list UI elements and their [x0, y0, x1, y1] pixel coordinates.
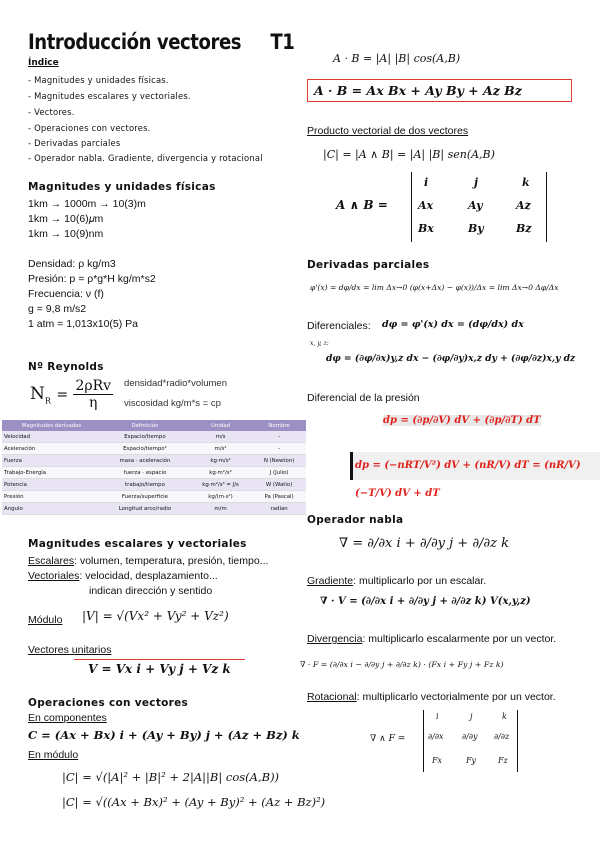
conversion-line: 1km → 10(6)𝜇m [28, 213, 104, 225]
index-item: - Operaciones con vectores. [28, 123, 151, 133]
reynolds-desc-num: densidad*radio*volumen [124, 378, 227, 389]
cross-product-heading: Producto vectorial de dos vectores [307, 125, 469, 137]
section-heading-magnitudes: Magnitudes y unidades físicas [28, 181, 216, 193]
vectoriales-line-2: indican dirección y sentido [89, 585, 213, 597]
table-row: Velocidad Espacio/tiempo m/s - [2, 431, 306, 443]
index-item: - Magnitudes escalares y vectoriales. [28, 91, 191, 101]
frequency-formula: Frecuencia: ν (f) [28, 288, 104, 300]
cross-product-formula: |C| = |A ∧ B| = |A| |B| sen(A,B) [323, 148, 495, 161]
pressure-differential-2: dp = (−nRT/V²) dV + (nR/V) dT = (nR/V)(−T/V) dV + dT [350, 452, 600, 480]
unit-vectors-label: Vectores unitarios [28, 644, 112, 656]
differentials-label: Diferenciales: [307, 320, 371, 332]
unit-vectors-formula: V = Vx i + Vy j + Vz k [74, 659, 245, 678]
gradient-line: Gradiente: multiplicarlo por un escalar. [307, 575, 487, 587]
cross-product-lhs: A ∧ B = [336, 198, 388, 212]
section-heading-derivadas: Derivadas parciales [307, 259, 430, 271]
index-item: - Magnitudes y unidades físicas. [28, 75, 169, 85]
table-row: Potencia trabajo/tiempo kg·m²/s³ = J/s W (Watio) [2, 479, 306, 491]
table-header: Nombre [252, 420, 306, 431]
module-label: En módulo [28, 749, 79, 761]
conversion-line: 1km → 1000m → 10(3)m [28, 198, 146, 210]
rotational-lhs: ∇ ∧ F = [370, 734, 406, 744]
section-heading-reynolds: Nº Reynolds [28, 361, 104, 373]
gravity-formula: g = 9,8 m/s2 [28, 303, 87, 315]
divergence-line: Divergencia: multiplicarlo escalarmente por un vector. [307, 633, 557, 645]
gradient-formula: ∇ · V = (∂/∂x i + ∂/∂y j + ∂/∂z k) V(x,y,z) [320, 596, 531, 607]
reynolds-formula: $N_R$ = $\frac{\text{2ρRv}}{\eta}$ [30, 378, 112, 411]
rotational-determinant: i j k ∂/∂x ∂/∂y ∂/∂z Fx Fy Fz [423, 710, 518, 772]
conversion-line: 1km → 10(9)nm [28, 228, 104, 240]
components-label: En componentes [28, 712, 107, 724]
dot-product-formula-2: A · B = Ax Bx + Ay By + Az Bz [307, 79, 572, 102]
table-row: Presión Fuerza/superficie kg/(m·s²) Pa (Pascal) [2, 491, 306, 503]
index-item: - Derivadas parciales [28, 138, 121, 148]
escalares-line: Escalares: volumen, temperatura, presión, tiempo... [28, 555, 269, 567]
modulo-label: Módulo [28, 614, 63, 626]
rotational-line: Rotacional: multiplicarlo vectorialmente por un vector. [307, 691, 556, 703]
atm-formula: 1 atm = 1,013x10(5) Pa [28, 318, 139, 330]
xyz-label: x, y, z: [310, 340, 329, 347]
cross-product-determinant: i j k Ax Ay Az Bx By Bz [411, 172, 547, 242]
table-row: Angulo Longitud arco/radio m/m radian [2, 503, 306, 515]
table-row: Aceleración Espacio/tiempo² m/s² - [2, 443, 306, 455]
module-formula-1: |C| = √(|A|² + |B|² + 2|A||B| cos(A,B)) [62, 770, 280, 784]
reynolds-desc-den: viscosidad kg/m*s = cp [124, 398, 221, 409]
differential-formula: dφ = φ'(x) dx = (dφ/dx) dx [382, 319, 524, 330]
table-row: Fuerza masa · aceleración kg·m/s² N (Newton) [2, 455, 306, 467]
module-formula-2: |C| = √((Ax + Bx)² + (Ay + By)² + (Az + Bz)²) [62, 795, 326, 809]
dot-product-formula-1: A · B = |A| |B| cos(A,B) [333, 52, 461, 65]
nabla-formula: ∇ = ∂/∂x i + ∂/∂y j + ∂/∂z k [339, 536, 510, 551]
pressure-differential-label: Diferencial de la presión [307, 392, 420, 404]
index-item: - Vectores. [28, 107, 75, 117]
components-formula: C = (Ax + Bx) i + (Ay + By) j + (Az + Bz) k [28, 728, 300, 742]
vectoriales-line: Vectoriales: velocidad, desplazamiento... [28, 570, 218, 582]
table-header: Unidad [189, 420, 252, 431]
section-heading-escalares: Magnitudes escalares y vectoriales [28, 538, 247, 550]
pressure-formula: Presión: p = ρ*g*H kg/m*s2 [28, 273, 156, 285]
section-heading-operaciones: Operaciones con vectores [28, 697, 189, 709]
divergence-formula: ∇ · F = (∂/∂x i − ∂/∂y j + ∂/∂z k) · (Fx i + Fy j + Fz k) [300, 660, 504, 669]
page-title: Introducción vectores T1 [28, 30, 295, 54]
topic-label: T1 [270, 30, 295, 54]
modulo-formula: |V| = √(Vx² + Vy² + Vz²) [82, 609, 229, 623]
density-formula: Densidad: ρ kg/m3 [28, 258, 116, 270]
derived-magnitudes-table [2, 420, 306, 515]
total-differential-formula: dφ = (∂φ/∂x)y,z dx − (∂φ/∂y)x,z dy + (∂φ/∂z)x,y dz [326, 353, 576, 364]
derivative-definition: φ'(x) = dφ/dx = lim Δx→0 (φ(x+Δx) − φ(x))/Δx = lim Δx→0 Δφ/Δx [310, 283, 559, 292]
section-heading-nabla: Operador nabla [307, 514, 404, 526]
pressure-differential-1: dp = (∂p/∂V) dV + (∂p/∂T) dT [383, 415, 541, 426]
index-heading: Índice [28, 58, 59, 68]
table-header: Magnitudes derivadas [2, 420, 101, 431]
table-row: Trabajo-Energía fuerza · espacio kg·m²/s² J (Julio) [2, 467, 306, 479]
table-header: Definición [101, 420, 189, 431]
index-item: - Operador nabla. Gradiente, divergencia y rotacional [28, 153, 263, 163]
